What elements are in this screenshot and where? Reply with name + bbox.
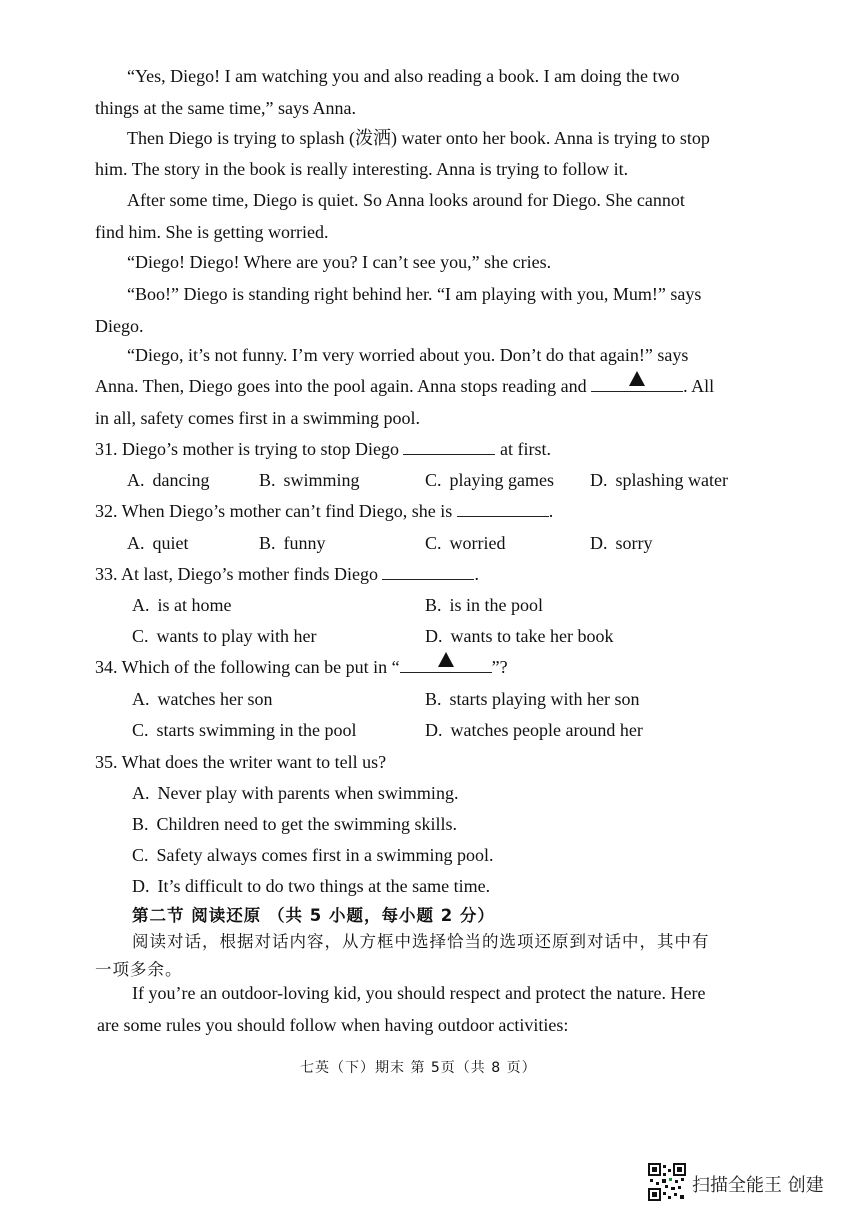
option-b[interactable] (425, 593, 543, 617)
option-c[interactable] (132, 624, 317, 648)
question-text: 33. At last, Diego’s mother finds Diego (95, 564, 378, 584)
qr-code-icon (648, 1163, 686, 1201)
option-a[interactable] (127, 468, 209, 492)
answer-blank (403, 438, 495, 455)
question-text: . (548, 501, 554, 521)
passage-line: Diego. (95, 316, 144, 336)
option-letter: C. (132, 626, 149, 646)
option-a[interactable] (132, 781, 458, 805)
option-text: worried (449, 533, 506, 553)
option-d[interactable] (590, 468, 728, 492)
passage-line: “Diego! Diego! Where are you? I can’t see you,” she cries. (127, 252, 552, 272)
option-text: Safety always comes first in a swimming pool. (156, 845, 494, 865)
question-stem (95, 562, 479, 586)
option-letter: B. (425, 595, 442, 615)
option-b[interactable] (425, 687, 640, 711)
question-stem (95, 655, 508, 679)
option-text: watches her son (157, 689, 273, 709)
answer-blank (591, 375, 683, 392)
option-text: dancing (152, 470, 210, 490)
option-c[interactable] (425, 468, 554, 492)
question-stem (95, 499, 553, 523)
option-b[interactable] (259, 468, 360, 492)
option-letter: A. (127, 533, 145, 553)
passage-line: “Diego, it’s not funny. I’m very worried about you. Don’t do that again!” says (127, 345, 689, 365)
option-text: Children need to get the swimming skills. (156, 814, 457, 834)
passage-line: find him. She is getting worried. (95, 222, 329, 242)
option-c[interactable] (132, 718, 357, 742)
option-b[interactable] (132, 812, 457, 836)
option-letter: B. (132, 814, 149, 834)
question-stem (95, 437, 551, 461)
option-text: wants to take her book (450, 626, 614, 646)
passage-line: After some time, Diego is quiet. So Anna looks around for Diego. She cannot (127, 190, 685, 210)
option-letter: D. (425, 626, 443, 646)
option-letter: D. (132, 876, 150, 896)
option-letter: C. (132, 845, 149, 865)
option-text: swimming (283, 470, 360, 490)
option-text: sorry (615, 533, 653, 553)
question-stem: 35. What does the writer want to tell us? (95, 752, 387, 772)
option-text: is at home (157, 595, 232, 615)
option-letter: C. (132, 720, 149, 740)
option-text: Never play with parents when swimming. (157, 783, 459, 803)
option-text: funny (283, 533, 326, 553)
option-letter: A. (132, 689, 150, 709)
option-letter: B. (259, 470, 276, 490)
option-letter: C. (425, 533, 442, 553)
option-c[interactable] (425, 531, 506, 555)
option-text: quiet (152, 533, 189, 553)
passage-line: him. The story in the book is really interesting. Anna is trying to follow it. (95, 159, 629, 179)
section-instruction: 阅读对话，根据对话内容，从方框中选择恰当的选项还原到对话中，其中有 (132, 932, 710, 951)
question-text: 31. Diego’s mother is trying to stop Diego (95, 439, 399, 459)
option-letter: B. (259, 533, 276, 553)
section-heading: 第二节 阅读还原 （共 5 小题，每小题 2 分） (132, 906, 495, 925)
option-text: starts swimming in the pool (156, 720, 357, 740)
passage-line (95, 374, 714, 398)
question-text: 34. Which of the following can be put in “ (95, 657, 400, 677)
passage-line: “Boo!” Diego is standing right behind her. “I am playing with you, Mum!” says (127, 284, 702, 304)
option-d[interactable] (590, 531, 653, 555)
option-text: playing games (449, 470, 554, 490)
option-text: is in the pool (449, 595, 544, 615)
option-letter: A. (127, 470, 145, 490)
option-text: It’s difficult to do two things at the same time. (157, 876, 491, 896)
triangle-icon (438, 652, 454, 667)
answer-blank (400, 656, 492, 673)
section-intro: If you’re an outdoor-loving kid, you should respect and protect the nature. Here (132, 983, 706, 1003)
option-letter: D. (425, 720, 443, 740)
passage-line: in all, safety comes first in a swimming pool. (95, 408, 420, 428)
scanner-watermark: 扫描全能王 创建 (692, 1175, 824, 1196)
triangle-icon (629, 371, 645, 386)
section-intro: are some rules you should follow when having outdoor activities: (97, 1015, 569, 1035)
answer-blank (382, 563, 474, 580)
option-text: wants to play with her (156, 626, 317, 646)
passage-text: . All (683, 376, 715, 396)
option-a[interactable] (132, 593, 232, 617)
option-a[interactable] (132, 687, 272, 711)
option-d[interactable] (132, 874, 490, 898)
option-text: starts playing with her son (449, 689, 640, 709)
passage-line: Then Diego is trying to splash (泼洒) water onto her book. Anna is trying to stop (127, 128, 710, 148)
question-text: ”? (491, 657, 508, 677)
option-d[interactable] (425, 718, 643, 742)
option-letter: A. (132, 783, 150, 803)
answer-blank (457, 500, 549, 517)
question-text: at first. (499, 439, 551, 459)
option-letter: D. (590, 533, 608, 553)
passage-text: Anna. Then, Diego goes into the pool again. Anna stops reading and (95, 376, 587, 396)
option-text: watches people around her (450, 720, 643, 740)
option-text: splashing water (615, 470, 728, 490)
option-letter: C. (425, 470, 442, 490)
option-a[interactable] (127, 531, 189, 555)
section-instruction: 一项多余。 (95, 960, 183, 979)
option-c[interactable] (132, 843, 493, 867)
option-d[interactable] (425, 624, 613, 648)
option-letter: B. (425, 689, 442, 709)
passage-line: things at the same time,” says Anna. (95, 98, 356, 118)
question-text: . (474, 564, 479, 584)
option-letter: D. (590, 470, 608, 490)
page-footer: 七英（下）期末 第 5页（共 8 页） (300, 1060, 537, 1076)
option-b[interactable] (259, 531, 326, 555)
passage-line: “Yes, Diego! I am watching you and also reading a book. I am doing the two (127, 66, 680, 86)
option-letter: A. (132, 595, 150, 615)
question-text: 32. When Diego’s mother can’t find Diego, she is (95, 501, 453, 521)
